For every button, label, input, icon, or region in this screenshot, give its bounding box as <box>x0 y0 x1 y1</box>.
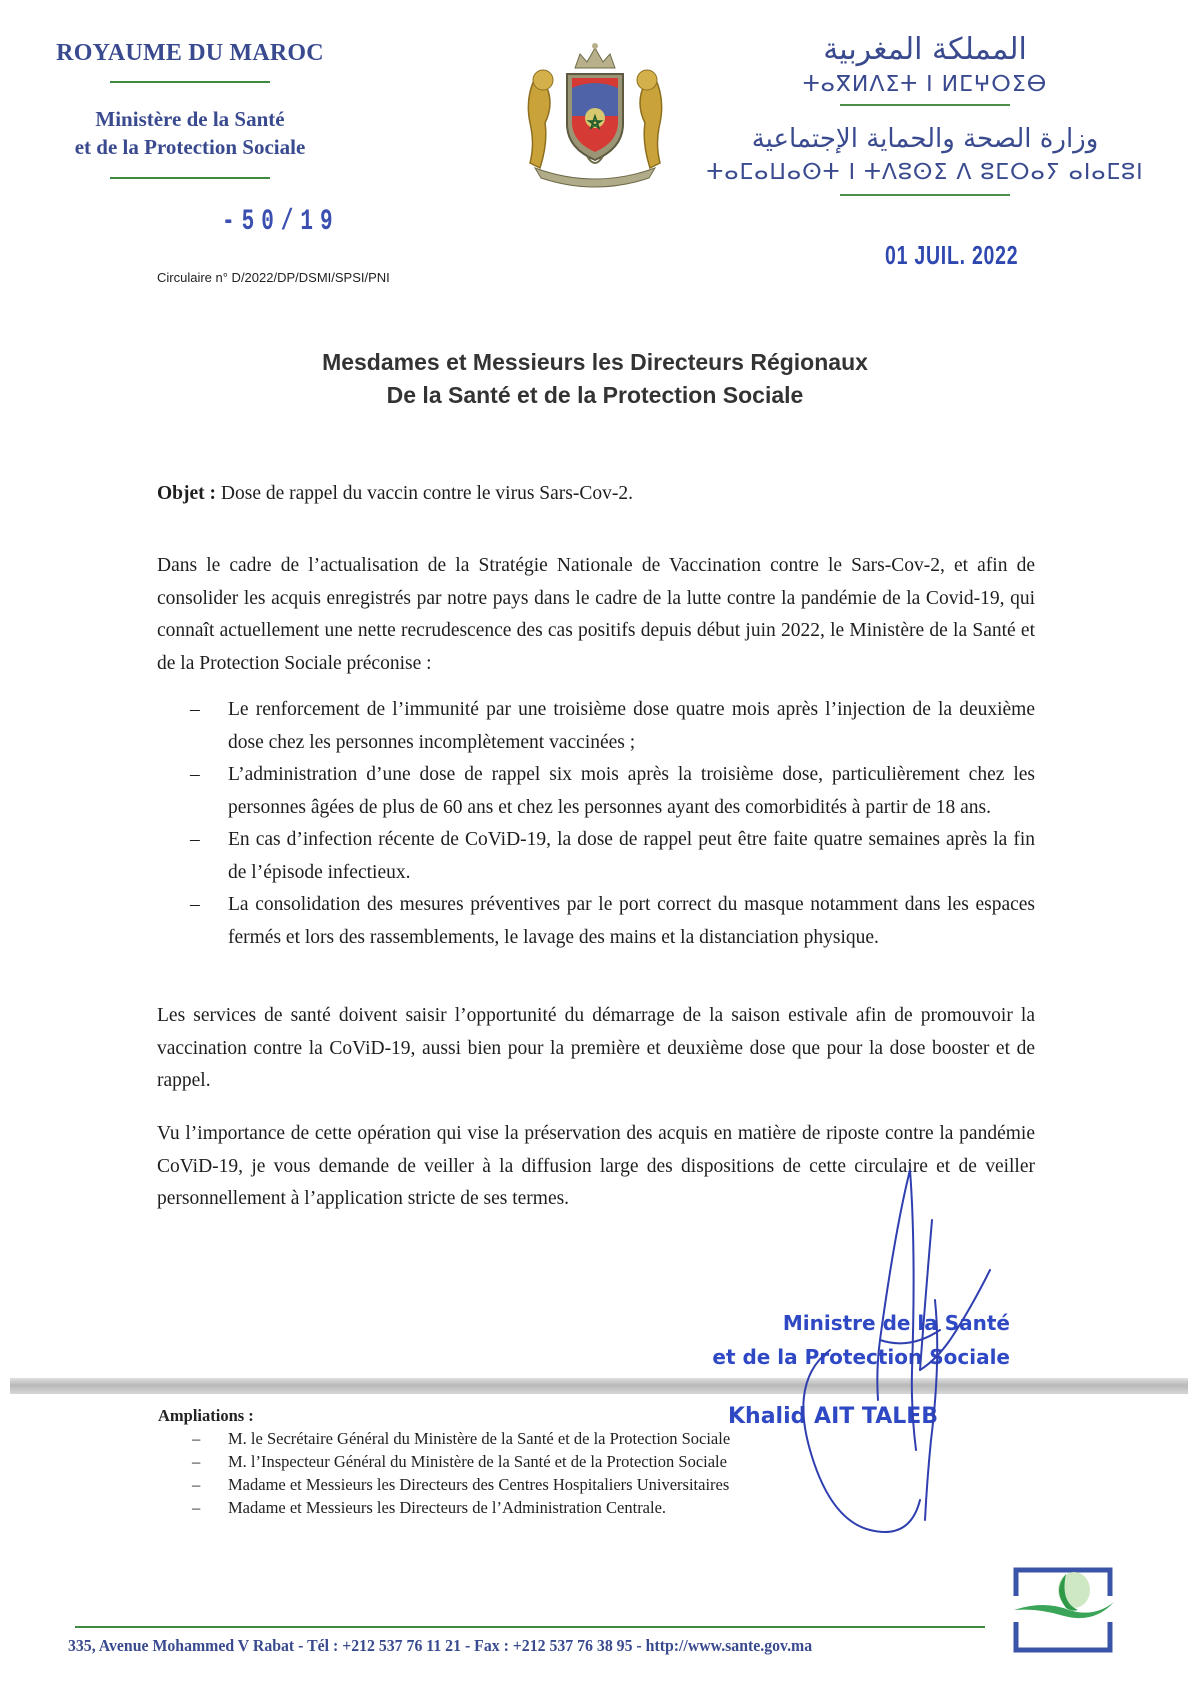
paragraph-intro: Dans le cadre de l’actualisation de la Stratégie Nationale de Vaccination contre le Sars-Cov-2, et afin de consolider les acquis enregistrés par notre pays dans le cadre de la lutte contre la pandémie de la Covid-19, qui connaît actuellement une nette recrudescence des cas positifs depuis début juin 2022, le Ministère de la Santé et de la Protection Sociale préconise : <box>157 555 1035 674</box>
ampliations-title: Ampliations : <box>158 1406 254 1425</box>
list-item <box>190 889 1035 954</box>
divider <box>110 177 270 179</box>
date-stamp: 01 JUIL. 2022 <box>885 240 1019 270</box>
divider <box>110 81 270 83</box>
header-right <box>700 30 1150 196</box>
footer-address: 335, Avenue Mohammed V Rabat - Tél : +212 537 76 11 21 - Fax : +212 537 76 38 95 - http://www.sante.gov.ma <box>68 1636 813 1655</box>
divider <box>840 104 1010 106</box>
tifinagh-ministry: ⵜⴰⵎⴰⵡⴰⵙⵜ ⵏ ⵜⴷⵓⵙⵉ ⴷ ⵓⵎⵔⴰⵢ ⴰⵏⴰⵎⵓⵏ <box>706 160 1144 185</box>
scan-fold-band <box>10 1378 1188 1394</box>
arabic-kingdom: المملكة المغربية <box>823 32 1027 67</box>
list-item-text: En cas d’infection récente de CoViD-19, la dose de rappel peut être faite quatre semaines après la fin de l’épisode infectieux. <box>228 829 1035 883</box>
list-dash: – <box>190 699 200 720</box>
ministry-health-logo-icon <box>1012 1566 1116 1654</box>
ampliation-item <box>158 1496 858 1519</box>
list-dash: – <box>192 1429 201 1448</box>
list-dash: – <box>192 1498 201 1517</box>
paragraph-services: Les services de santé doivent saisir l’opportunité du démarrage de la saison estivale afin de promouvoir la vaccination contre la CoViD-19, aussi bien pour la première et deuxième dose que pour la dose booster et de rappel. <box>157 1005 1035 1091</box>
registration-number-stamp: -50/19 <box>222 205 340 239</box>
ampliation-item <box>158 1473 858 1496</box>
list-item <box>190 759 1035 824</box>
ampliation-item <box>158 1450 858 1473</box>
list-item-text: L’administration d’une dose de rappel six mois après la troisième dose, particulièrement chez les personnes âgées de plus de 60 ans et chez les personnes ayant des comorbidités à partir de 18 ans. <box>228 764 1035 818</box>
signatory-name: Khalid AIT TALEB <box>728 1404 939 1429</box>
addressee-line-1: Mesdames et Messieurs les Directeurs Régionaux <box>322 349 868 375</box>
header-left <box>40 40 340 179</box>
moroccan-coat-of-arms-icon <box>505 38 685 188</box>
list-item <box>190 694 1035 759</box>
subject-line <box>157 478 1035 511</box>
list-item-text: La consolidation des mesures préventives par le port correct du masque notamment dans les espaces fermés et lors des rassemblements, le lavage des mains et la distanciation physique. <box>228 894 1035 948</box>
list-dash: – <box>192 1475 201 1494</box>
divider <box>840 194 1010 196</box>
ministry-line-2: et de la Protection Sociale <box>74 135 306 159</box>
addressee <box>0 346 1190 412</box>
subject-label: Objet : <box>157 483 217 504</box>
recommendations-list <box>190 694 1035 954</box>
signatory-title <box>680 1306 1010 1374</box>
paragraph-closing: Vu l’importance de cette opération qui vise la préservation des acquis en matière de riposte contre la pandémie CoViD-19, je vous demande de veiller à la diffusion large des dispositions de cette circulaire et de veiller personnellement à l’application stricte de ses termes. <box>157 1123 1035 1209</box>
list-item <box>190 824 1035 889</box>
ministry-name <box>40 105 340 161</box>
ampliation-text: Madame et Messieurs les Directeurs de l’Administration Centrale. <box>228 1498 667 1517</box>
ministry-line-1: Ministère de la Santé <box>95 107 285 131</box>
signatory-title-line-1: Ministre de la Santé <box>782 1311 1010 1335</box>
list-item-text: Le renforcement de l’immunité par une troisième dose quatre mois après l’injection de la deuxième dose chez les personnes incomplètement vaccinées ; <box>228 699 1035 753</box>
arabic-ministry: وزارة الصحة والحماية الإجتماعية <box>751 124 1099 154</box>
tifinagh-kingdom: ⵜⴰⴳⵍⴷⵉⵜ ⵏ ⵍⵎⵖⵔⵉⴱ <box>802 72 1048 97</box>
footer-divider <box>75 1626 985 1628</box>
list-dash: – <box>192 1452 201 1471</box>
list-dash: – <box>190 829 200 850</box>
ampliation-text: Madame et Messieurs les Directeurs des Centres Hospitaliers Universitaires <box>228 1475 730 1494</box>
signatory-title-line-2: et de la Protection Sociale <box>712 1345 1010 1369</box>
subject-text: Dose de rappel du vaccin contre le virus Sars-Cov-2. <box>220 483 633 504</box>
list-dash: – <box>190 764 200 785</box>
addressee-line-2: De la Santé et de la Protection Sociale <box>386 382 804 408</box>
ampliations <box>158 1404 858 1519</box>
kingdom-name: ROYAUME DU MAROC <box>56 40 324 66</box>
ampliation-text: M. le Secrétaire Général du Ministère de la Santé et de la Protection Sociale <box>228 1429 731 1448</box>
circular-reference: Circulaire n° D/2022/DP/DSMI/SPSI/PNI <box>157 270 390 285</box>
list-dash: – <box>190 894 200 915</box>
ampliation-text: M. l’Inspecteur Général du Ministère de la Santé et de la Protection Sociale <box>228 1452 727 1471</box>
ampliation-item <box>158 1427 858 1450</box>
